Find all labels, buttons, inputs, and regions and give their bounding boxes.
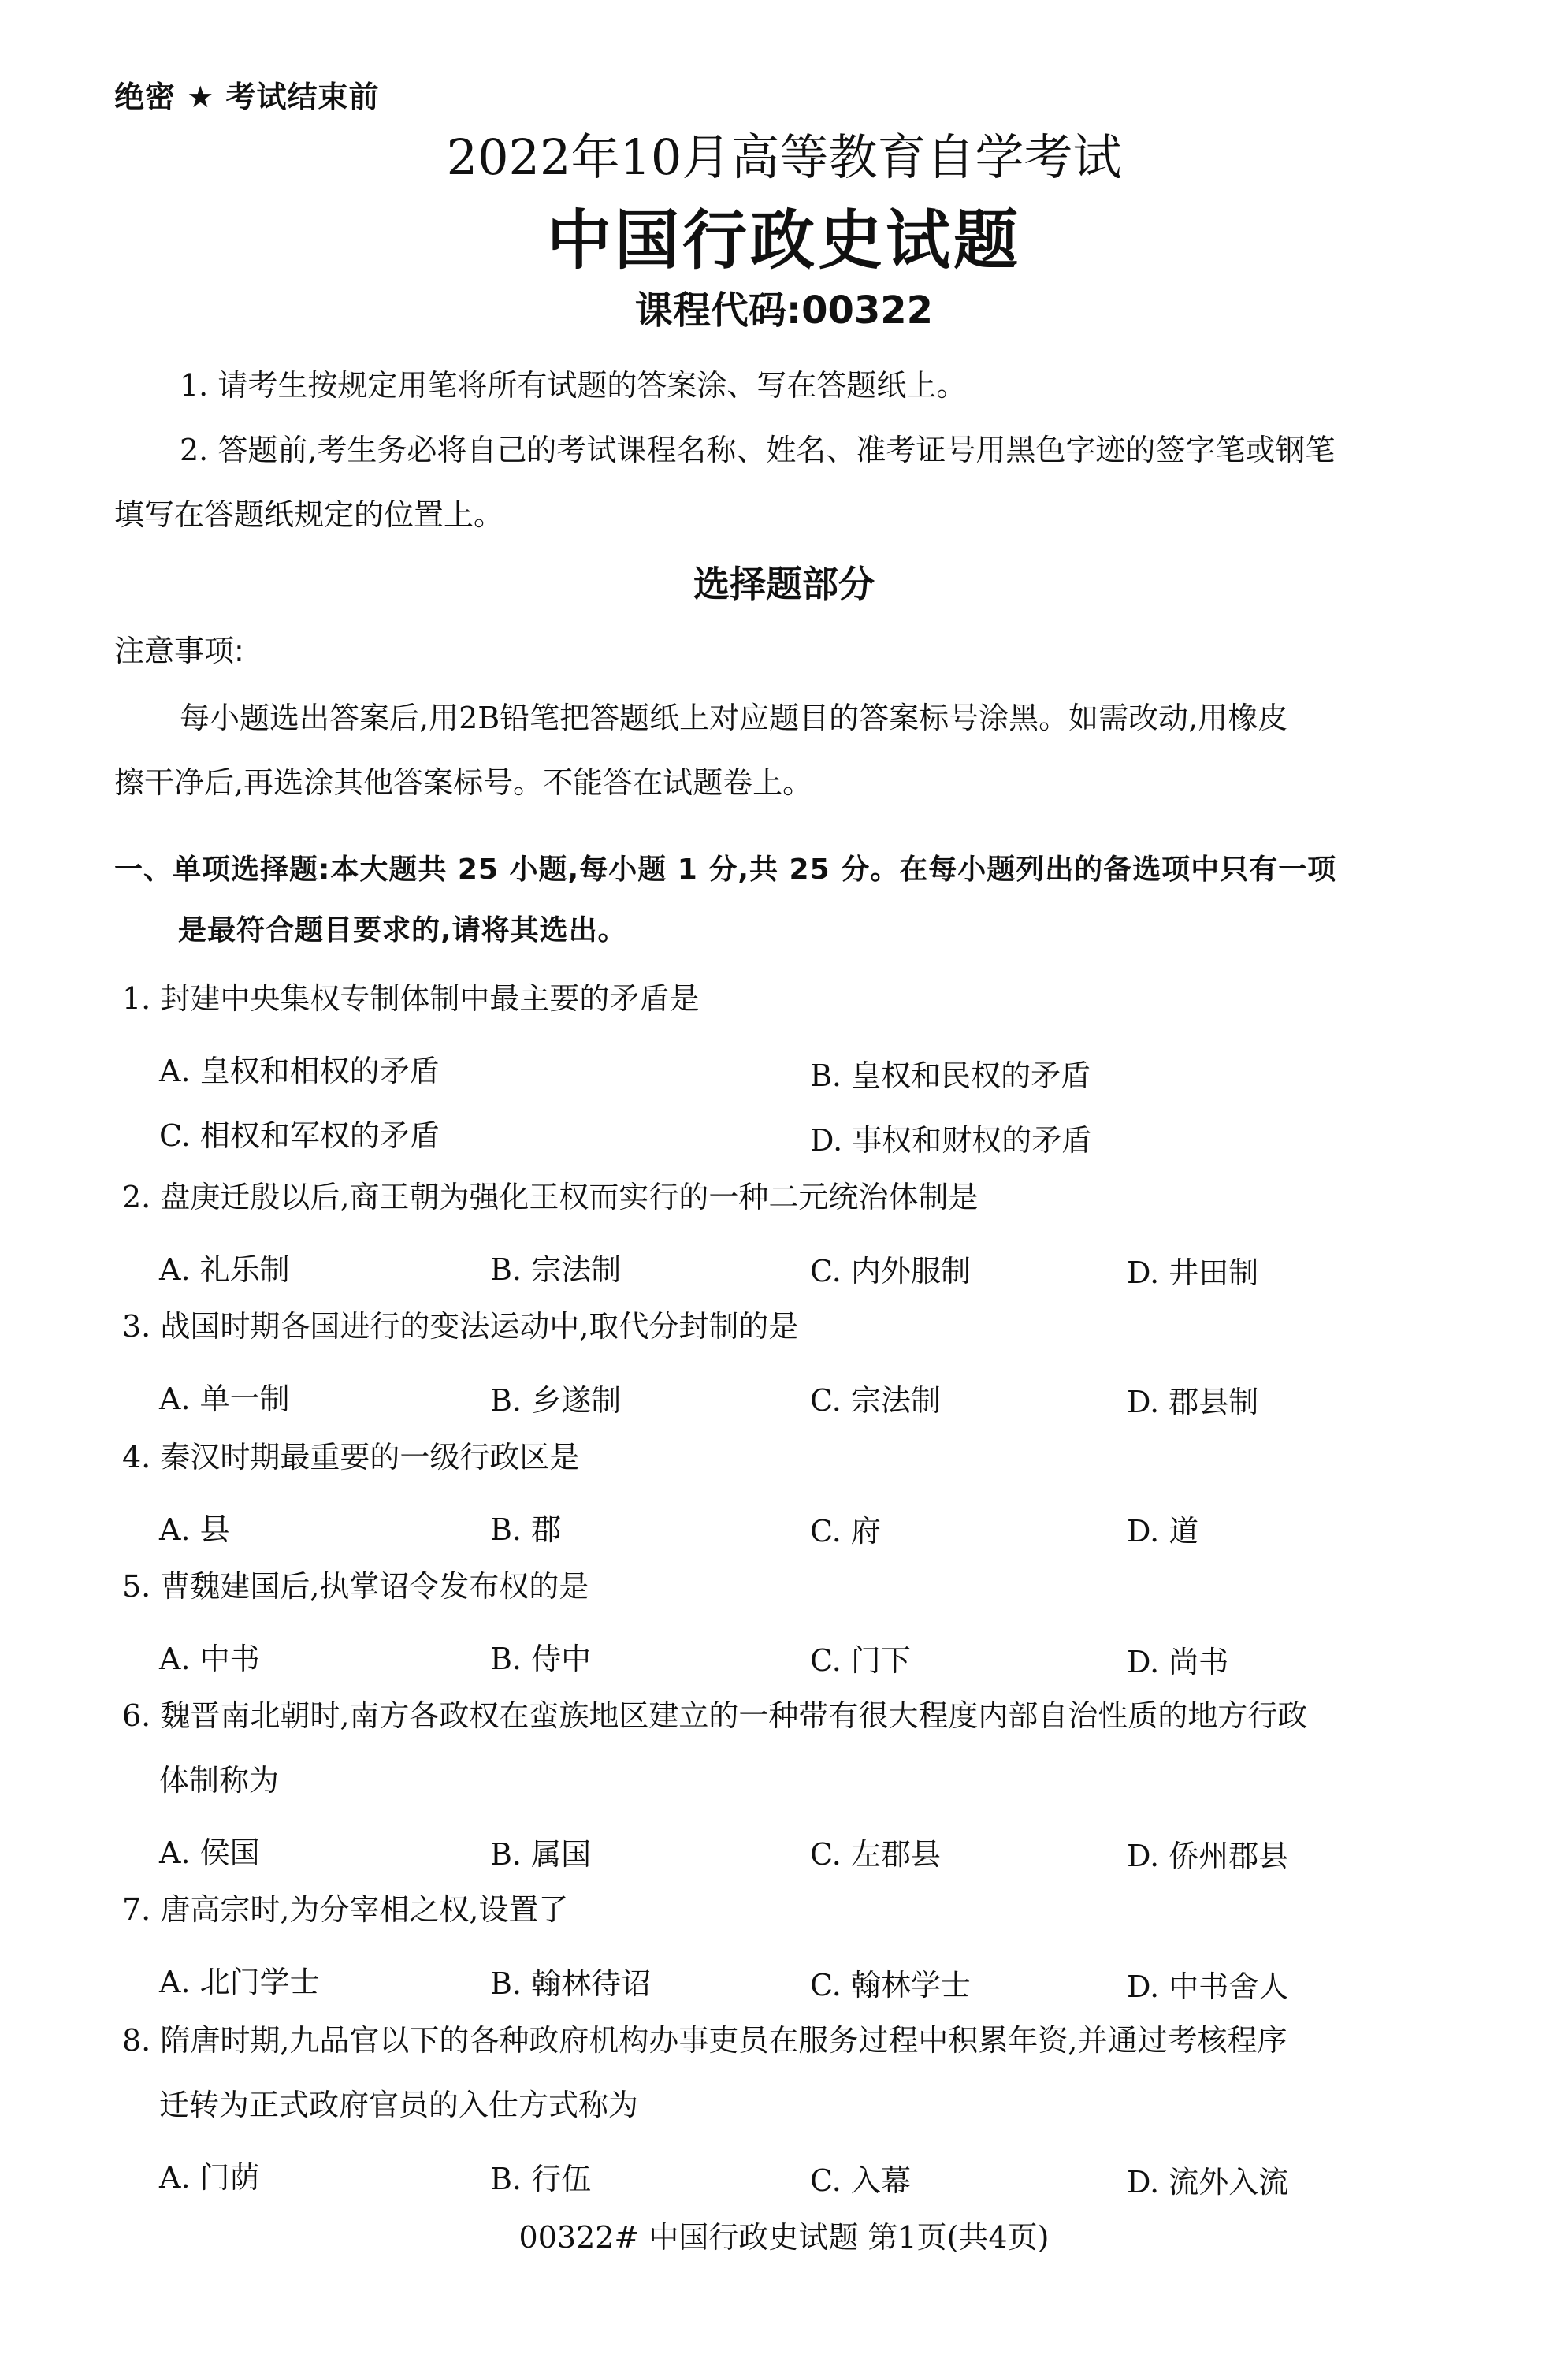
notice-label: 注意事项: <box>114 634 244 668</box>
option-4c: C. 府 <box>810 1514 881 1549</box>
option-7a: A. 北门学士 <box>159 1965 320 1999</box>
option-6d: D. 侨州郡县 <box>1127 1839 1289 1873</box>
option-8b: B. 行伍 <box>490 2162 592 2196</box>
option-2b: B. 宗法制 <box>490 1252 622 1287</box>
question-2: 2. 盘庚迁殷以后,商王朝为强化王权而实行的一种二元统治体制是 <box>122 1180 979 1214</box>
option-7b: B. 翰林待诏 <box>490 1966 652 2001</box>
question-7: 7. 唐高宗时,为分宰相之权,设置了 <box>122 1892 569 1927</box>
option-5a: A. 中书 <box>159 1642 260 1676</box>
option-1d: D. 事权和财权的矛盾 <box>810 1123 1092 1158</box>
confidential-mark: 绝密 ★ 考试结束前 <box>114 80 380 114</box>
option-2a: A. 礼乐制 <box>159 1252 290 1287</box>
instruction-2: 2. 答题前,考生务必将自己的考试课程名称、姓名、准考证号用黑色字迹的签字笔或钢笔 <box>180 433 1336 467</box>
option-1b: B. 皇权和民权的矛盾 <box>810 1058 1091 1093</box>
question-6-cont: 体制称为 <box>159 1763 280 1798</box>
option-8c: C. 入幕 <box>810 2163 911 2198</box>
notice-line-2: 擦干净后,再选涂其他答案标号。不能答在试题卷上。 <box>114 765 813 800</box>
option-5b: B. 侍中 <box>490 1642 592 1676</box>
option-2c: C. 内外服制 <box>810 1254 971 1289</box>
question-8: 8. 隋唐时期,九品官以下的各种政府机构办事吏员在服务过程中积累年资,并通过考核程序 <box>122 2023 1287 2058</box>
option-7c: C. 翰林学士 <box>810 1968 971 2003</box>
question-8-cont: 迁转为正式政府官员的入仕方式称为 <box>159 2088 639 2122</box>
option-3c: C. 宗法制 <box>810 1383 941 1418</box>
option-4a: A. 县 <box>159 1512 230 1547</box>
question-1: 1. 封建中央集权专制体制中最主要的矛盾是 <box>122 981 700 1016</box>
instruction-2-cont: 填写在答题纸规定的位置上。 <box>114 497 504 532</box>
option-8d: D. 流外入流 <box>1127 2165 1289 2200</box>
option-4d: D. 道 <box>1127 1514 1199 1549</box>
option-3a: A. 单一制 <box>159 1382 290 1416</box>
option-6b: B. 属国 <box>490 1837 592 1872</box>
option-5c: C. 门下 <box>810 1643 911 1678</box>
option-4b: B. 郡 <box>490 1512 562 1547</box>
option-1c: C. 相权和军权的矛盾 <box>159 1118 440 1153</box>
notice-line-1: 每小题选出答案后,用2B铅笔把答题纸上对应题目的答案标号涂黑。如需改动,用橡皮 <box>180 701 1288 735</box>
instruction-1: 1. 请考生按规定用笔将所有试题的答案涂、写在答题纸上。 <box>180 368 967 403</box>
option-6c: C. 左郡县 <box>810 1837 941 1872</box>
part-heading-line-2: 是最符合题目要求的,请将其选出。 <box>178 914 627 946</box>
question-4: 4. 秦汉时期最重要的一级行政区是 <box>122 1440 580 1474</box>
page-footer: 00322# 中国行政史试题 第1页(共4页) <box>518 2220 1050 2255</box>
option-3d: D. 郡县制 <box>1127 1385 1259 1419</box>
exam-title: 2022年10月高等教育自学考试 <box>446 128 1122 186</box>
option-2d: D. 井田制 <box>1127 1255 1259 1290</box>
question-3: 3. 战国时期各国进行的变法运动中,取代分封制的是 <box>122 1309 799 1344</box>
option-8a: A. 门荫 <box>159 2160 260 2195</box>
section-heading: 选择题部分 <box>693 563 875 605</box>
option-5d: D. 尚书 <box>1127 1645 1229 1679</box>
course-code: 课程代码:00322 <box>634 288 934 333</box>
question-5: 5. 曹魏建国后,执掌诏令发布权的是 <box>122 1569 589 1604</box>
option-7d: D. 中书舍人 <box>1127 1969 1289 2004</box>
part-heading-line-1: 一、单项选择题:本大题共 25 小题,每小题 1 分,共 25 分。在每小题列出的备选项中只有一项 <box>114 853 1337 886</box>
question-6: 6. 魏晋南北朝时,南方各政权在蛮族地区建立的一种带有很大程度内部自治性质的地方行政 <box>122 1698 1308 1733</box>
option-6a: A. 侯国 <box>159 1835 260 1870</box>
option-1a: A. 皇权和相权的矛盾 <box>159 1054 440 1088</box>
subject-title: 中国行政史试题 <box>546 203 1021 278</box>
option-3b: B. 乡遂制 <box>490 1383 622 1418</box>
